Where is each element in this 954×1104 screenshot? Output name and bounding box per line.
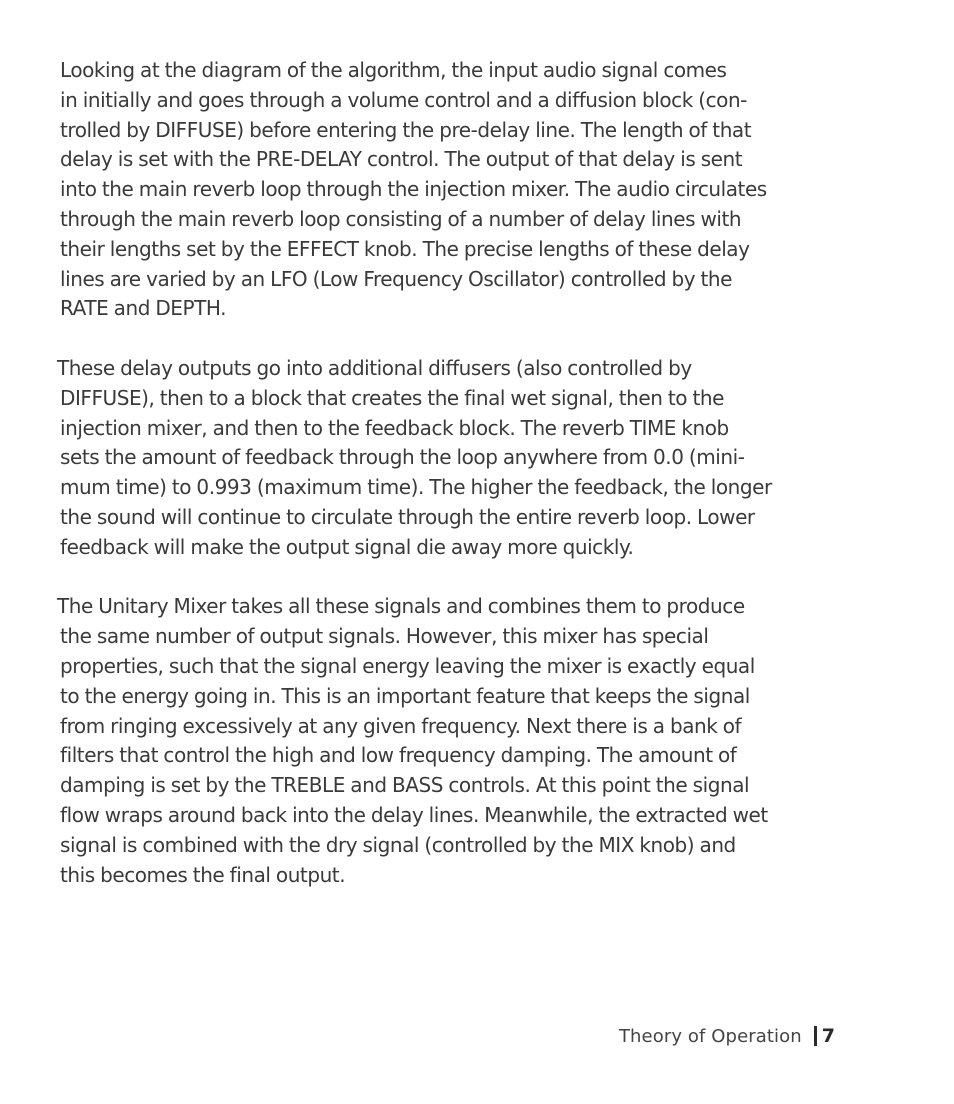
text-line: signal is combined with the dry signal (controlled by the MIX knob) and xyxy=(60,832,736,857)
text-line: the sound will continue to circulate through the entire reverb loop. Lower xyxy=(60,504,755,529)
paragraph-algorithm-overview xyxy=(60,56,860,324)
text-line: filters that control the high and low frequency damping. The amount of xyxy=(60,743,737,768)
text-line: from ringing excessively at any given frequency. Next there is a bank of xyxy=(60,713,742,738)
text-line: damping is set by the TREBLE and BASS controls. At this point the signal xyxy=(60,773,750,798)
text-line: properties, such that the signal energy leaving the mixer is exactly equal xyxy=(60,653,755,678)
text-line: sets the amount of feedback through the loop anywhere from 0.0 (mini- xyxy=(60,445,745,470)
text-line: delay is set with the PRE-DELAY control. The output of that delay is sent xyxy=(60,147,743,172)
text-line: feedback will make the output signal die away more quickly. xyxy=(60,534,634,559)
page-number: 7 xyxy=(821,1025,835,1047)
page-footer xyxy=(619,1022,835,1050)
text-line: RATE and DEPTH. xyxy=(60,296,227,321)
text-line: their lengths set by the EFFECT knob. The precise lengths of these delay xyxy=(60,236,750,261)
text-line: Looking at the diagram of the algorithm, the input audio signal comes xyxy=(60,58,727,82)
text-line: the same number of output signals. However, this mixer has special xyxy=(60,624,709,649)
text-line: The Unitary Mixer takes all these signals and combines them to produce xyxy=(57,594,745,619)
text-line: flow wraps around back into the delay lines. Meanwhile, the extracted wet xyxy=(60,802,768,827)
paragraph-unitary-mixer xyxy=(57,592,860,890)
footer-divider xyxy=(814,1026,817,1046)
text-line: DIFFUSE), then to a block that creates the final wet signal, then to the xyxy=(60,385,724,410)
text-line: in initially and goes through a volume control and a diffusion block (con- xyxy=(60,87,747,112)
text-line: mum time) to 0.993 (maximum time). The higher the feedback, the longer xyxy=(60,475,772,500)
text-line: to the energy going in. This is an important feature that keeps the signal xyxy=(60,683,750,708)
paragraph-feedback xyxy=(57,354,860,563)
text-line: These delay outputs go into additional diffusers (also controlled by xyxy=(57,355,692,380)
text-line: trolled by DIFFUSE) before entering the pre-delay line. The length of that xyxy=(60,117,752,142)
body-text xyxy=(57,56,860,920)
text-line: injection mixer, and then to the feedback block. The reverb TIME knob xyxy=(60,415,729,440)
text-line: this becomes the final output. xyxy=(60,862,346,887)
footer-section-title: Theory of Operation xyxy=(618,1025,802,1047)
text-line: lines are varied by an LFO (Low Frequency Oscillator) controlled by the xyxy=(60,266,732,291)
text-line: into the main reverb loop through the injection mixer. The audio circulates xyxy=(60,177,767,202)
text-line: through the main reverb loop consisting of a number of delay lines with xyxy=(60,206,742,231)
